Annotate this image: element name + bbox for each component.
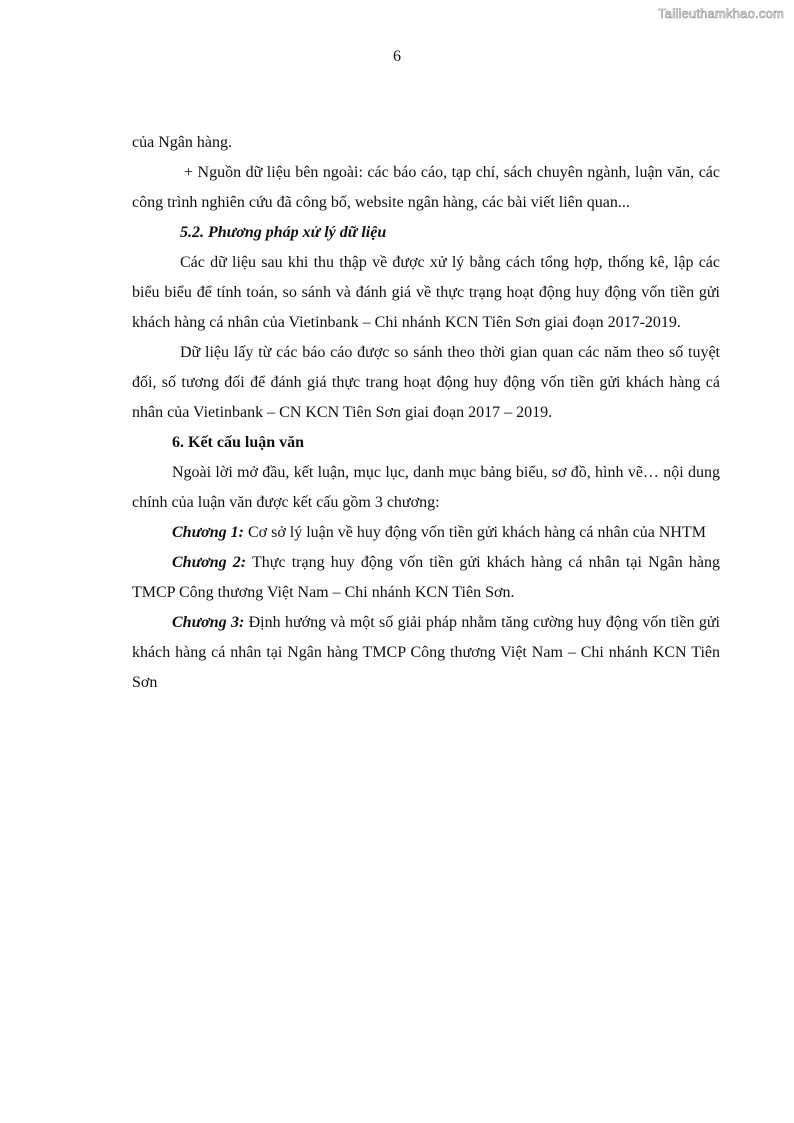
chapter-1-label: Chương 1: xyxy=(172,524,244,541)
paragraph-external-sources: + Nguồn dữ liệu bên ngoài: các báo cáo, tạp chí, sách chuyên ngành, luận văn, các công trình nghiên cứu đã công bố, website ngân hàng, các bài viết liên quan... xyxy=(132,164,720,211)
chapter-3-label: Chương 3: xyxy=(172,614,245,631)
paragraph-structure-intro: Ngoài lời mở đầu, kết luận, mục lục, danh mục bảng biểu, sơ đồ, hình vẽ… nội dung chính của luận văn được kết cấu gồm 3 chương: xyxy=(132,464,720,511)
chapter-2-item xyxy=(132,548,720,608)
page-number: 6 xyxy=(393,48,401,65)
chapter-2-label: Chương 2: xyxy=(172,554,247,571)
paragraph-data-comparison: Dữ liệu lấy từ các báo cáo được so sánh theo thời gian quan các năm theo số tuyệt đối, số tương đối để đánh giá thực trang hoạt động huy động vốn tiền gửi khách hàng cá nhân của Vietinbank – CN KCN Tiên Sơn giai đoạn 2017 – 2019. xyxy=(132,344,720,421)
chapter-3-text: Định hướng và một số giải pháp nhằm tăng cường huy động vốn tiền gửi khách hàng cá nhân tại Ngân hàng TMCP Công thương Việt Nam – Chi nhánh KCN Tiên Sơn xyxy=(132,614,720,691)
document-body xyxy=(132,128,720,698)
paragraph-continuation: của Ngân hàng. xyxy=(132,134,232,151)
watermark: Tailieuthamkhao.com xyxy=(658,6,784,21)
chapter-3-item xyxy=(132,608,720,698)
chapter-1-text: Cơ sở lý luận về huy động vốn tiền gửi khách hàng cá nhân của NHTM xyxy=(243,524,706,541)
section-heading-6: 6. Kết cấu luận văn xyxy=(172,434,305,451)
chapter-2-text: Thực trạng huy động vốn tiền gửi khách hàng cá nhân tại Ngân hàng TMCP Công thương Việt Nam – Chi nhánh KCN Tiên Sơn. xyxy=(132,554,721,601)
chapter-1-item xyxy=(132,518,720,548)
section-heading-5-2: 5.2. Phương pháp xử lý dữ liệu xyxy=(180,224,387,241)
paragraph-data-processing: Các dữ liệu sau khi thu thập về được xử lý bằng cách tổng hợp, thống kê, lập các biểu biểu để tính toán, so sánh và đánh giá về thực trạng hoạt động huy động vốn tiền gửi khách hàng cá nhân của Vietinbank – Chi nhánh KCN Tiên Sơn giai đoạn 2017-2019. xyxy=(132,254,720,331)
